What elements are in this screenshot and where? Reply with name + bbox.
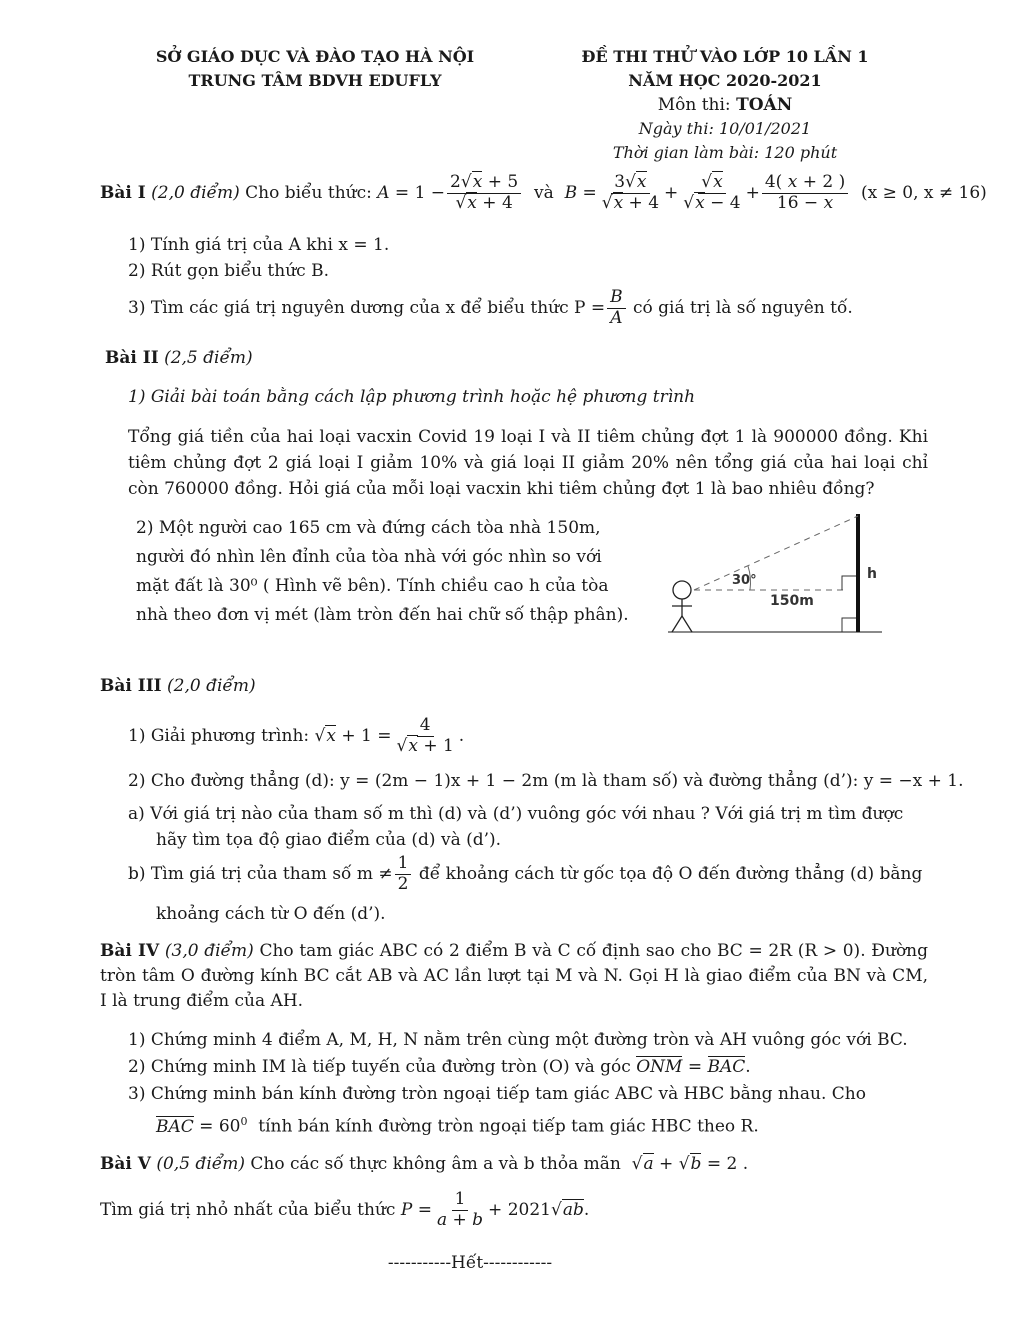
bai4-q3: 3) Chứng minh bán kính đường tròn ngoại tiếp tam giác ABC và HBC bằng nhau. Cho (128, 1084, 866, 1104)
bai1-q1: 1) Tính giá trị của A khi x = 1. (128, 235, 390, 255)
building-figure (660, 508, 890, 638)
bai2-sub1: 1) Giải bài toán bằng cách lập phương trình hoặc hệ phương trình (128, 387, 696, 407)
bai1-q2: 2) Rút gọn biểu thức B. (128, 261, 329, 281)
fraction-equation: $\frac{4}{√x + 1}$ (396, 714, 454, 756)
right-angle-bottom (842, 618, 856, 632)
bai1-q3: 3) Tìm các giá trị nguyên dương của x để biểu thức P = $\frac{B}{A}$ có giá trị là số nguyên tố. (128, 286, 853, 328)
header-school-year: NĂM HỌC 2020-2021 (628, 71, 822, 90)
bai5-question: Tìm giá trị nhỏ nhất của biểu thức P = $\frac{1}{a + b}$ + 2021 √ab . (100, 1188, 590, 1230)
bai4-q1: 1) Chứng minh 4 điểm A, M, H, N nằm trên cùng một đường tròn và AH vuông góc với BC. (128, 1030, 908, 1050)
header-date: Ngày thi: 10/01/2021 (638, 119, 812, 138)
fraction-P: $\frac{B}{A}$ (607, 288, 626, 328)
sight-line (694, 516, 858, 590)
header-exam-title: ĐỀ THI THỬ VÀO LỚP 10 LẦN 1 (581, 47, 869, 66)
bai2-q2: 2) Một người cao 165 cm và đứng cách tòa nhà 150m, người đó nhìn lên đỉnh của tòa nhà với góc nhìn so với mặt đất là 30⁰ ( Hình vẽ bên). Tính chiều cao h của tòa nhà theo đơn vị mét (làm tròn đến hai chữ số thập phân). (136, 518, 629, 625)
bai4-statement: Bài IV (3,0 điểm) Cho tam giác ABC có 2 điểm B và C cố định sao cho BC = 2R (R > 0). Đường tròn tâm O đường kính BC cắt AB và AC lần lượt tại M và N. Gọi H là giao điểm của BN và CM, I là trung điểm của AH. (100, 941, 929, 1011)
bai5-statement: Bài V (0,5 điểm) Cho các số thực không âm a và b thỏa mãn √a + √b = 2 . (100, 1154, 749, 1174)
bai3-q1: 1) Giải phương trình: √x + 1 = $\frac{4}{√x + 1}$ . (128, 714, 465, 756)
expr-A: A (377, 183, 390, 203)
fraction-half: $\frac{1}{2}$ (395, 854, 412, 894)
expr-B: B (564, 183, 578, 203)
right-angle-top (842, 576, 856, 590)
fraction-B3: $\frac{4( x + 2 )}{16 - x}$ (762, 173, 848, 213)
bai2-heading: Bài II (2,5 điểm) (105, 348, 253, 368)
bai4-q3-line2: BAC = $60^0$ tính bán kính đường tròn ngoại tiếp tam giác HBC theo R. (156, 1115, 759, 1137)
bai2-paragraph: Tổng giá tiền của hai loại vacxin Covid 19 loại I và II tiêm chủng đợt 1 là 900000 đồng. Khi tiêm chủng đợt 2 giá loại I giảm 10% và giá loại II giảm 20% nên tổng giá của hai loại chỉ còn 760000 đồng. Hỏi giá của mỗi loại vacxin khi tiêm chủng đợt 1 là bao nhiêu đồng? (128, 427, 928, 499)
bai3-qa: a) Với giá trị nào của tham số m thì (d) và (d’) vuông góc với nhau ? Với giá trị m tìm được hãy tìm tọa độ giao điểm của (d) và (d’). (128, 804, 904, 850)
distance-label: 150m (770, 593, 814, 609)
bai3-qb: b) Tìm giá trị của tham số m ≠ $\frac{1}{2}$ để khoảng cách từ gốc tọa độ O đến đường thẳng (d) bằng (128, 852, 923, 894)
bai3-heading: Bài III (2,0 điểm) (100, 676, 256, 696)
fraction-A: $\frac{2√x + 5}{√x + 4}$ (447, 173, 521, 213)
fraction-B1: $\frac{3√x}{√x + 4}$ (601, 171, 660, 213)
bai1-statement: Bài I (2,0 điểm) Cho biểu thức: A = 1 − $\frac{2√x + 5}{√x + 4}$ và B = $\frac{3√x}{√x + 4}$ + $\frac{√x}{√x - 4}$ + $\frac{4( x + 2 )}{16 - x}$ (x ≥ 0, x ≠ 16) (100, 171, 987, 213)
height-label: h (867, 566, 877, 582)
angle-label: 30° (732, 573, 757, 588)
header-center: TRUNG TÂM BDVH EDUFLY (188, 71, 442, 90)
bai3-q2: 2) Cho đường thẳng (d): y = (2m − 1)x + 1 − 2m (m là tham số) và đường thẳng (d’): y = −x + 1. (128, 771, 964, 791)
fraction-P-min: $\frac{1}{a + b}$ (436, 1188, 484, 1230)
end-marker: -----------Hết------------ (387, 1253, 553, 1273)
bai3-qb-line2: khoảng cách từ O đến (d’). (156, 904, 386, 924)
bai4-q2: 2) Chứng minh IM là tiếp tuyến của đường tròn (O) và góc ONM = BAC. (128, 1057, 751, 1077)
header-subject: Môn thi: TOÁN (657, 95, 793, 115)
person-icon (672, 581, 692, 632)
condition: (x ≥ 0, x ≠ 16) (861, 183, 987, 203)
fraction-B2: $\frac{√x}{√x - 4}$ (683, 171, 741, 213)
header-duration: Thời gian làm bài: 120 phút (612, 143, 838, 162)
header-department: SỞ GIÁO DỤC VÀ ĐÀO TẠO HÀ NỘI (155, 47, 475, 66)
